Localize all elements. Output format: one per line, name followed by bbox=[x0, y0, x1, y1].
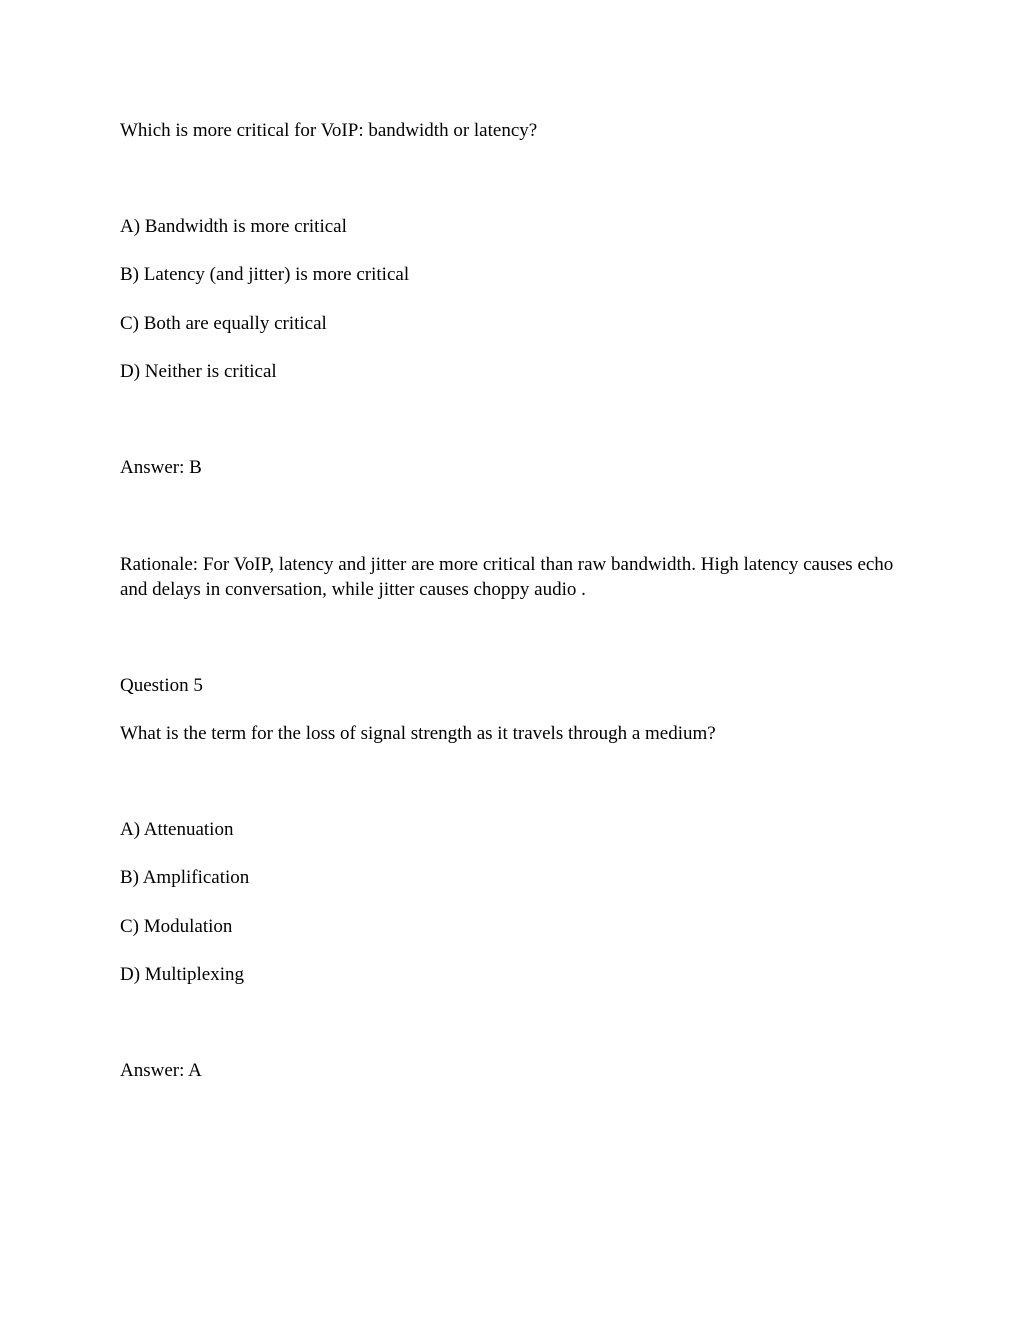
question-5-answer: Answer: A bbox=[120, 1060, 202, 1081]
question-5-option-d: D) Multiplexing bbox=[120, 964, 245, 985]
question-4-rationale: Rationale: For VoIP, latency and jitter are more critical than raw bandwidth. High latency causes echo and delays in conversation, while jitter causes choppy audio . bbox=[120, 554, 894, 600]
question-4-option-a: A) Bandwidth is more critical bbox=[120, 216, 347, 237]
question-5-heading: Question 5 bbox=[120, 675, 203, 696]
question-5-option-c: C) Modulation bbox=[120, 916, 233, 937]
question-5-option-b: B) Amplification bbox=[120, 867, 250, 888]
question-4-option-c: C) Both are equally critical bbox=[120, 313, 327, 334]
question-4-option-b: B) Latency (and jitter) is more critical bbox=[120, 264, 410, 285]
question-4-option-d: D) Neither is critical bbox=[120, 361, 277, 382]
question-4-text: Which is more critical for VoIP: bandwidth or latency? bbox=[120, 120, 538, 141]
question-5-text: What is the term for the loss of signal strength as it travels through a medium? bbox=[120, 723, 716, 744]
question-5-option-a: A) Attenuation bbox=[120, 819, 234, 840]
question-4-answer: Answer: B bbox=[120, 457, 202, 478]
